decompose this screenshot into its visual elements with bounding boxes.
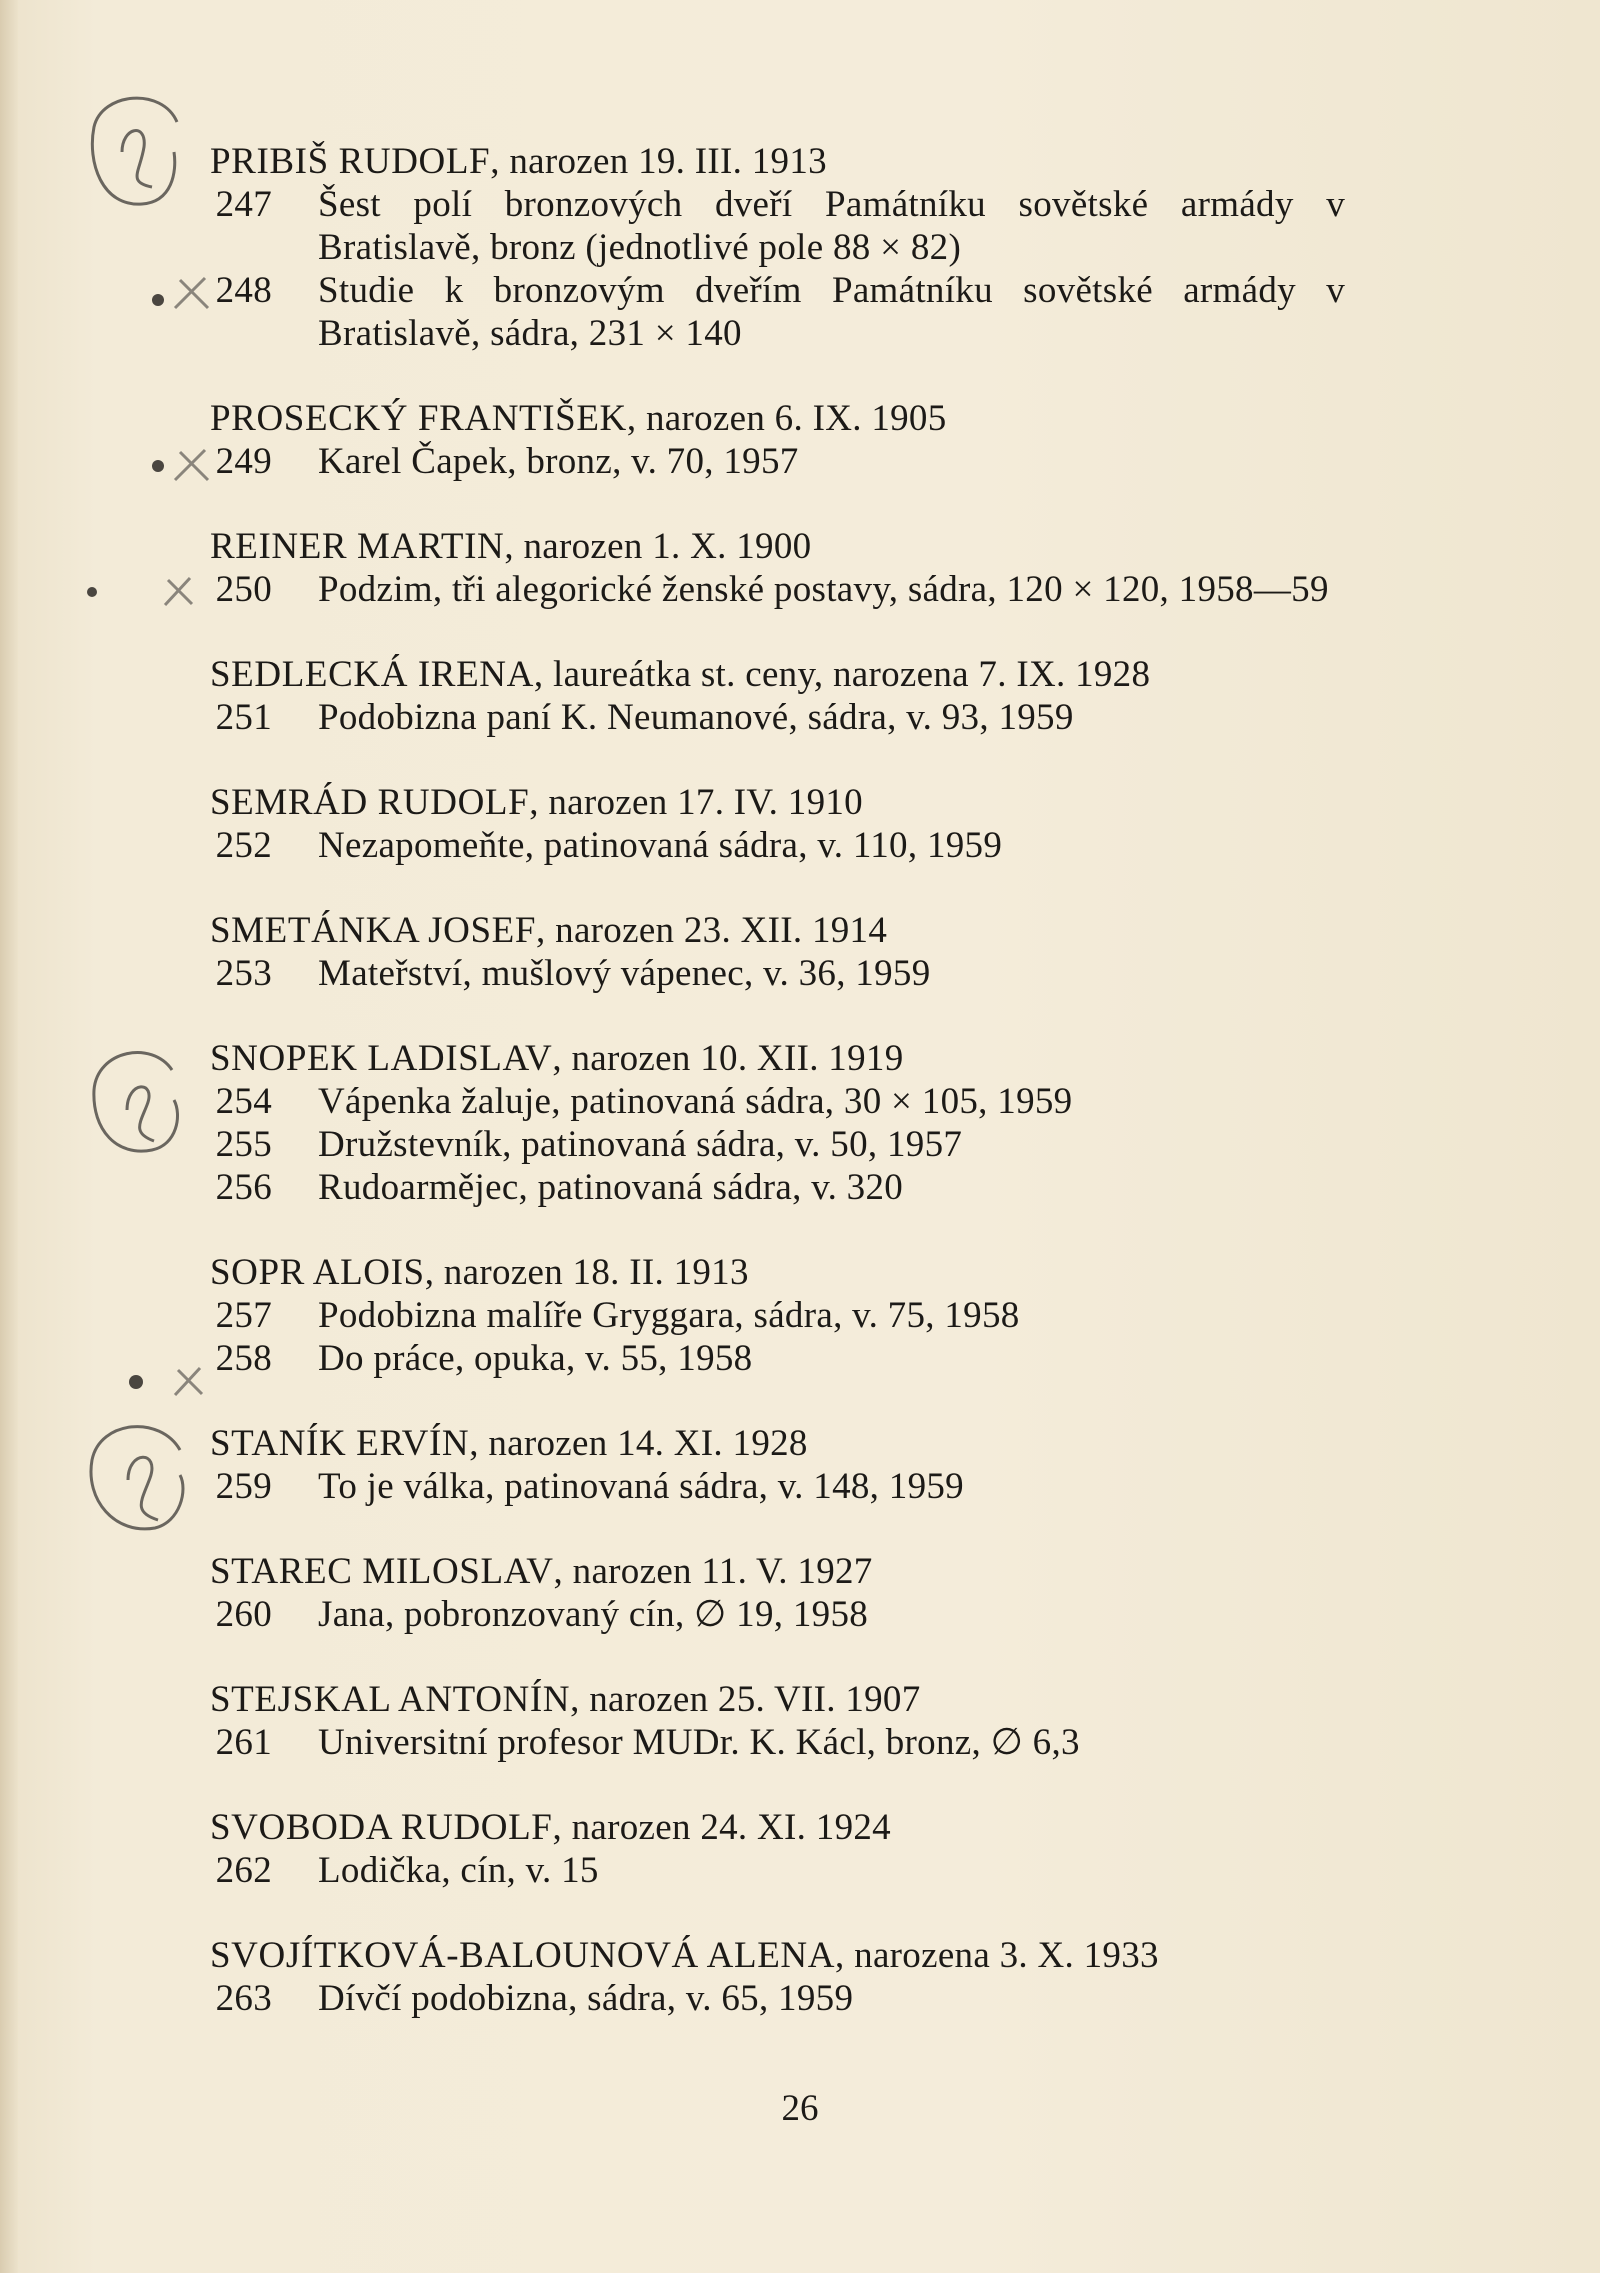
work-item — [210, 1337, 1345, 1380]
work-description: Jana, pobronzovaný cín, ∅ 19, 1958 — [318, 1594, 869, 1635]
work-description: Universitní profesor MUDr. K. Kácl, bronz, ∅ 6,3 — [318, 1722, 1080, 1763]
artist-entry — [210, 1934, 1345, 2020]
work-description: Podobizna paní K. Neumanové, sádra, v. 93, 1959 — [318, 697, 1074, 738]
artist-entry — [210, 1422, 1345, 1508]
work-item — [210, 269, 1345, 355]
work-description: Vápenka žaluje, patinovaná sádra, 30 × 105, 1959 — [318, 1081, 1073, 1122]
work-description: To je válka, patinovaná sádra, v. 148, 1959 — [318, 1466, 964, 1507]
work-description: Šest polí bronzových dveří Památníku sovětské armády v Bratislavě, bronz (jednotlivé pole 88 × 82) — [318, 184, 1345, 268]
work-item — [210, 1294, 1345, 1337]
artist-entry — [210, 1550, 1345, 1636]
page-number: 26 — [781, 2088, 819, 2129]
artist-heading: PROSECKÝ FRANTIŠEK, narozen 6. IX. 1905 — [210, 398, 947, 439]
work-number: 259 — [215, 1466, 272, 1507]
work-item — [210, 1166, 1345, 1209]
artist-entry — [210, 140, 1345, 355]
artist-heading: STEJSKAL ANTONÍN, narozen 25. VII. 1907 — [210, 1679, 921, 1720]
work-number: 247 — [215, 184, 272, 225]
work-item — [210, 183, 1345, 269]
work-description: Lodička, cín, v. 15 — [318, 1850, 599, 1891]
work-number: 263 — [215, 1978, 272, 2019]
page-spine-shadow — [0, 0, 18, 2273]
artist-heading: STAREC MILOSLAV, narozen 11. V. 1927 — [210, 1551, 873, 1592]
work-item — [210, 1080, 1345, 1123]
work-number: 257 — [215, 1295, 272, 1336]
work-item — [210, 1465, 1345, 1508]
work-description: Mateřství, mušlový vápenec, v. 36, 1959 — [318, 953, 931, 994]
artist-entry — [210, 653, 1345, 739]
work-item — [210, 824, 1345, 867]
pencil-circle-mark-icon — [80, 1420, 200, 1540]
work-number: 256 — [215, 1167, 272, 1208]
artist-entry — [210, 909, 1345, 995]
artist-heading: SVOBODA RUDOLF, narozen 24. XI. 1924 — [210, 1807, 891, 1848]
work-description: Podzim, tři alegorické ženské postavy, sádra, 120 × 120, 1958—59 — [318, 569, 1329, 610]
work-number: 248 — [215, 270, 272, 311]
artist-entry — [210, 781, 1345, 867]
work-item — [210, 1977, 1345, 2020]
artist-entry — [210, 1037, 1345, 1209]
pencil-circle-mark-icon — [82, 92, 192, 212]
work-item — [210, 440, 1345, 483]
artist-entry — [210, 1251, 1345, 1380]
work-number: 260 — [215, 1594, 272, 1635]
work-number: 262 — [215, 1850, 272, 1891]
artist-heading: SNOPEK LADISLAV, narozen 10. XII. 1919 — [210, 1038, 904, 1079]
work-description: Družstevník, patinovaná sádra, v. 50, 1957 — [318, 1124, 963, 1165]
artist-heading: SEMRÁD RUDOLF, narozen 17. IV. 1910 — [210, 782, 863, 823]
artist-heading: SOPR ALOIS, narozen 18. II. 1913 — [210, 1252, 749, 1293]
work-description: Podobizna malíře Gryggara, sádra, v. 75, 1958 — [318, 1295, 1020, 1336]
artist-entry — [210, 1678, 1345, 1764]
artist-heading: SVOJÍTKOVÁ-BALOUNOVÁ ALENA, narozena 3. X. 1933 — [210, 1935, 1159, 1976]
work-number: 250 — [215, 569, 272, 610]
work-number: 253 — [215, 953, 272, 994]
work-item — [210, 568, 1345, 611]
artist-heading: REINER MARTIN, narozen 1. X. 1900 — [210, 526, 812, 567]
work-item — [210, 1123, 1345, 1166]
work-number: 261 — [215, 1722, 272, 1763]
work-number: 249 — [215, 441, 272, 482]
work-description: Studie k bronzovým dveřím Památníku sovětské armády v Bratislavě, sádra, 231 × 140 — [318, 270, 1345, 354]
work-item — [210, 1849, 1345, 1892]
work-number: 255 — [215, 1124, 272, 1165]
work-description: Rudoarmějec, patinovaná sádra, v. 320 — [318, 1167, 904, 1208]
artist-heading: PRIBIŠ RUDOLF, narozen 19. III. 1913 — [210, 141, 827, 182]
work-number: 251 — [215, 697, 272, 738]
work-item — [210, 952, 1345, 995]
artist-heading: SEDLECKÁ IRENA, laureátka st. ceny, narozena 7. IX. 1928 — [210, 654, 1151, 695]
work-item — [210, 696, 1345, 739]
artist-entry — [210, 397, 1345, 483]
work-description: Karel Čapek, bronz, v. 70, 1957 — [318, 441, 799, 482]
work-description: Do práce, opuka, v. 55, 1958 — [318, 1338, 753, 1379]
artist-entry — [210, 525, 1345, 611]
artist-heading: STANÍK ERVÍN, narozen 14. XI. 1928 — [210, 1423, 808, 1464]
work-number: 252 — [215, 825, 272, 866]
pencil-circle-mark-icon — [82, 1045, 192, 1165]
pencil-x-mark-icon — [80, 560, 220, 620]
work-number: 258 — [215, 1338, 272, 1379]
work-item — [210, 1721, 1345, 1764]
work-number: 254 — [215, 1081, 272, 1122]
work-description: Dívčí podobizna, sádra, v. 65, 1959 — [318, 1978, 854, 2019]
work-item — [210, 1593, 1345, 1636]
artist-heading: SMETÁNKA JOSEF, narozen 23. XII. 1914 — [210, 910, 888, 951]
catalog-listing — [210, 140, 1345, 2062]
work-description: Nezapomeňte, patinovaná sádra, v. 110, 1959 — [318, 825, 1003, 866]
artist-entry — [210, 1806, 1345, 1892]
